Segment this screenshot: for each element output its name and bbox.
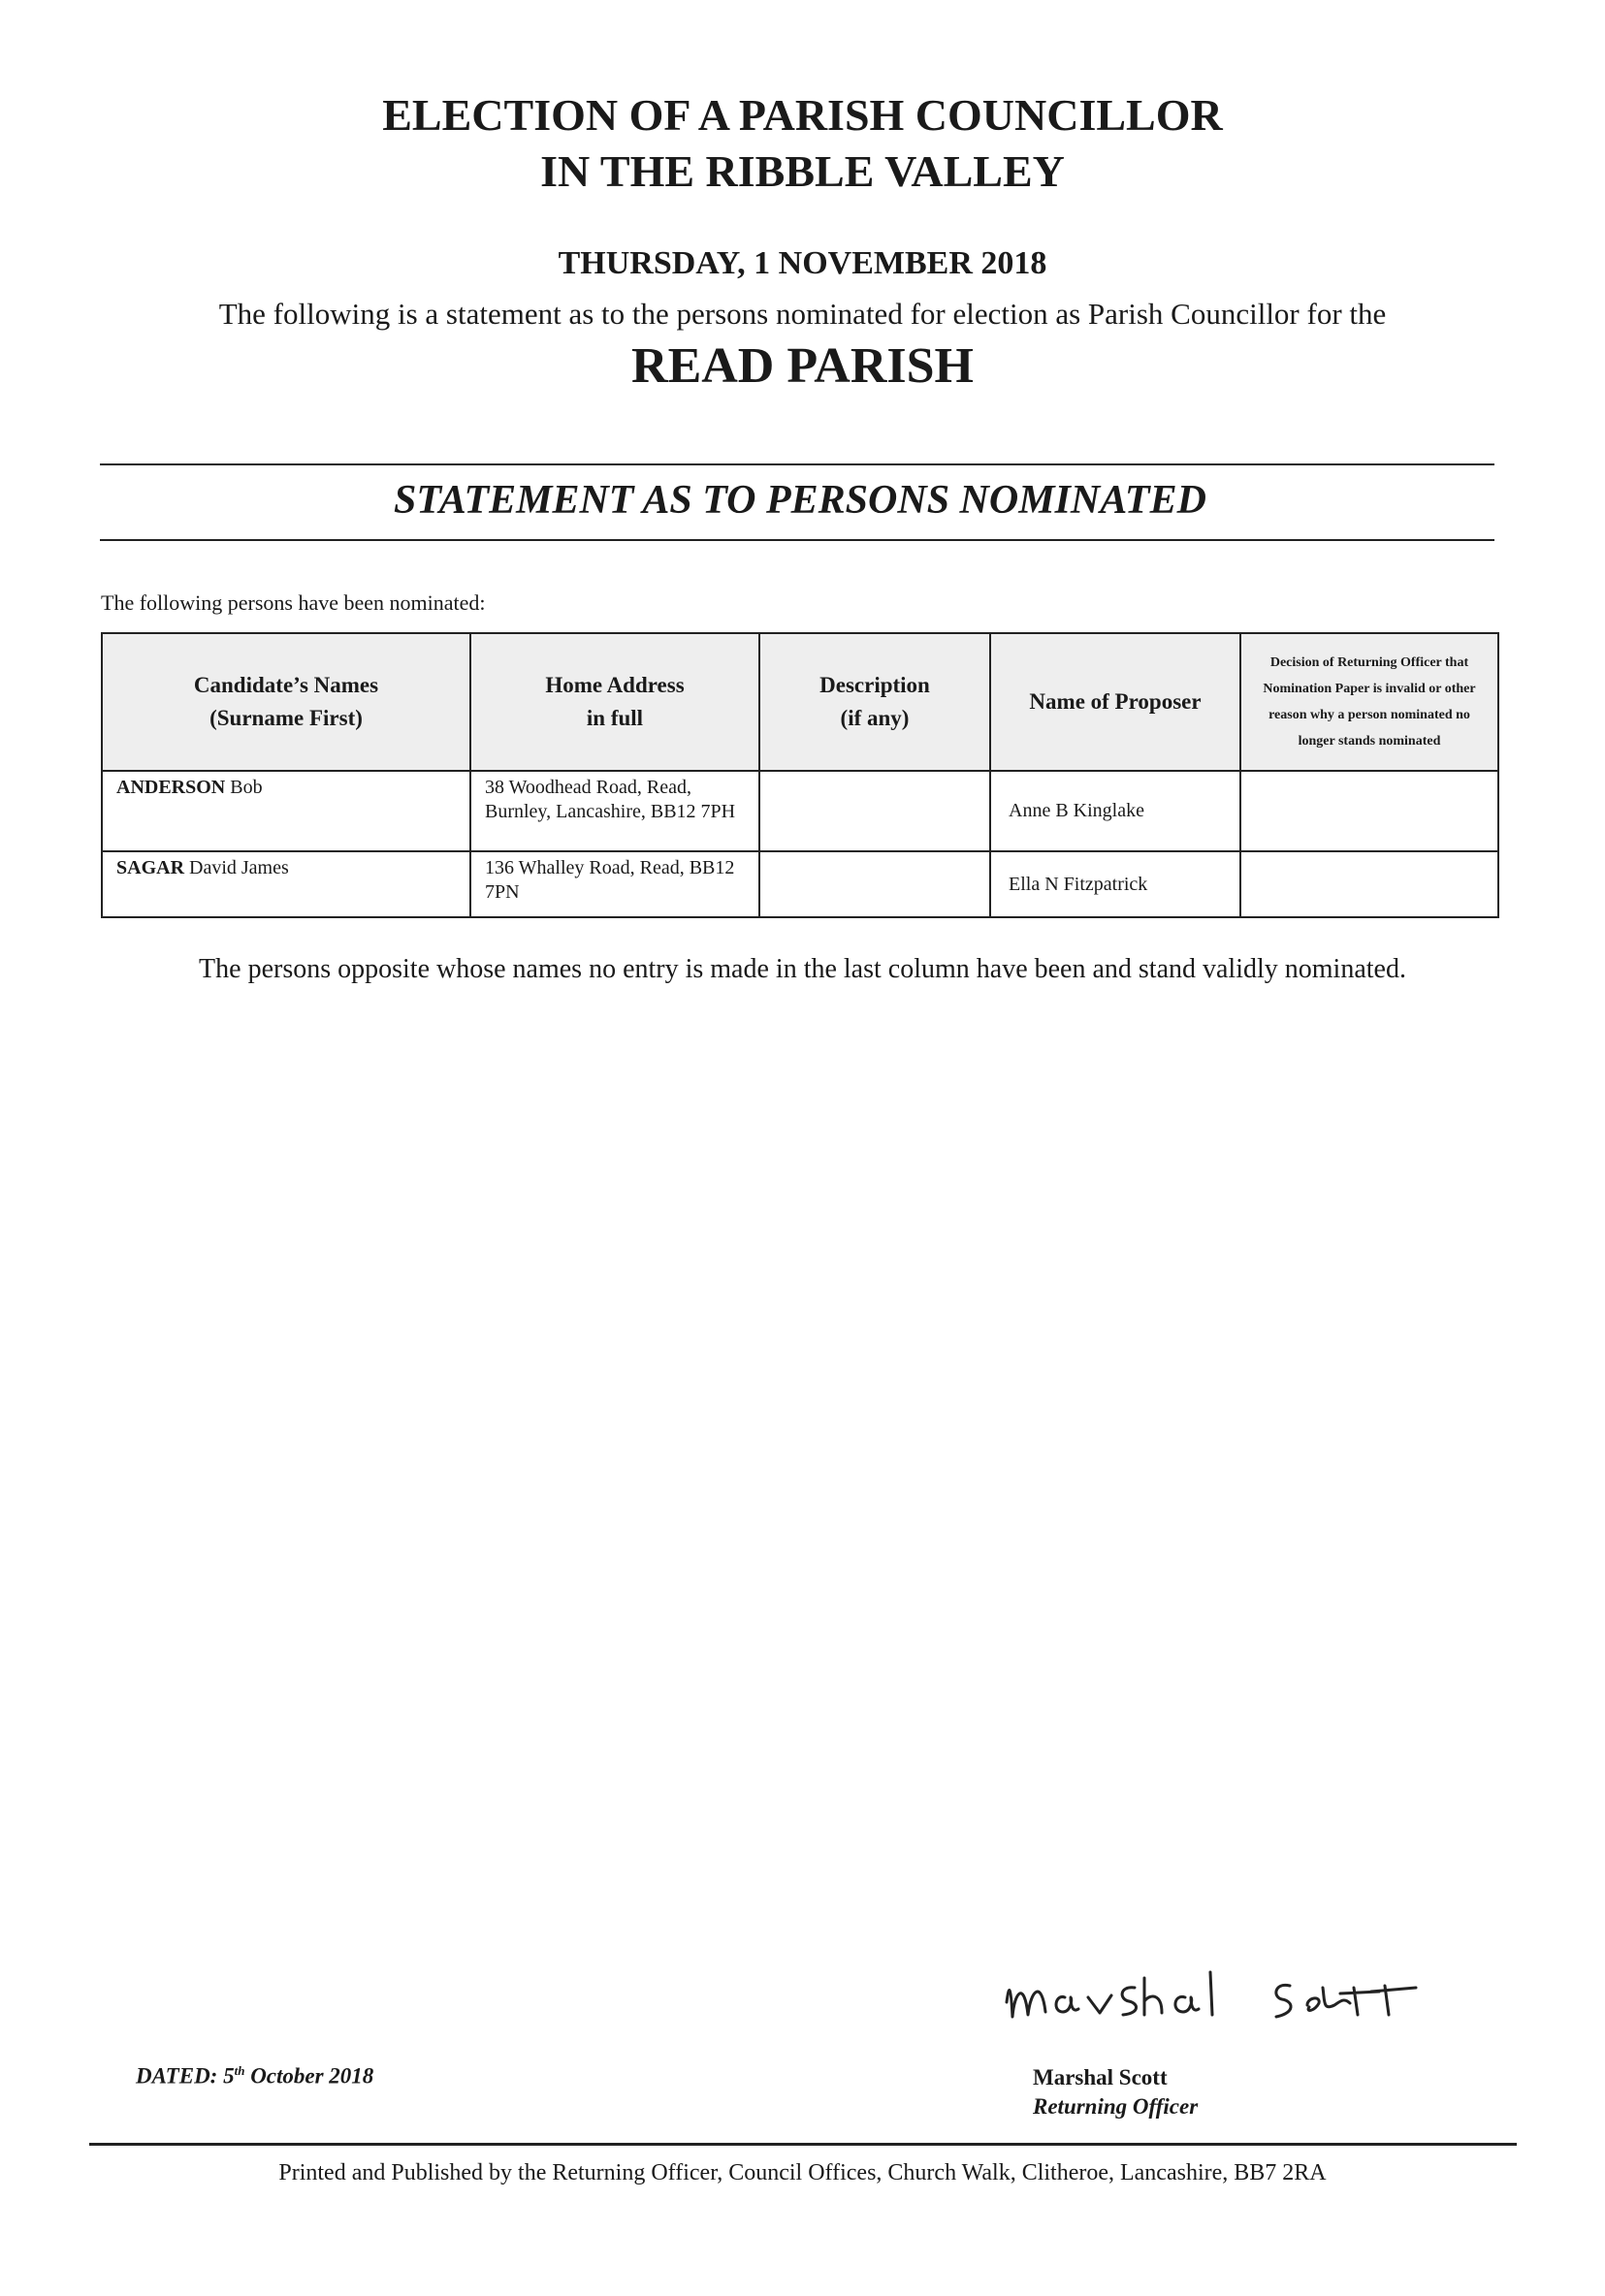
header-candidate-line2: (Surname First) [209, 706, 363, 730]
nominations-table [101, 632, 1499, 918]
parish-name: READ PARISH [631, 338, 974, 394]
header-address-line2: in full [586, 706, 644, 730]
col-header-candidate [102, 633, 470, 771]
candidate-forenames: Bob [230, 777, 263, 798]
col-header-decision [1240, 633, 1498, 771]
statement-heading: STATEMENT AS TO PERSONS NOMINATED [394, 478, 1206, 523]
dated-ordinal: th [234, 2063, 245, 2078]
officer-role: Returning Officer [1033, 2094, 1199, 2119]
header-description-line2: (if any) [840, 706, 910, 730]
proposer-cell: Anne B Kinglake [990, 771, 1240, 851]
candidate-forenames: David James [189, 857, 289, 878]
candidate-name-cell [102, 851, 470, 917]
bottom-divider [100, 539, 1494, 541]
candidate-name-cell [102, 771, 470, 851]
header-description-line1: Description [819, 673, 930, 697]
election-date: THURSDAY, 1 NOVEMBER 2018 [558, 245, 1047, 281]
election-title-line2: IN THE RIBBLE VALLEY [540, 146, 1065, 196]
dated-line [136, 2063, 373, 2089]
col-header-address [470, 633, 759, 771]
header-address-line1: Home Address [545, 673, 685, 697]
candidate-surname: SAGAR [116, 857, 185, 878]
top-divider [100, 463, 1494, 465]
address-cell: 136 Whalley Road, Read, BB12 7PN [470, 851, 759, 917]
proposer-cell: Ella N Fitzpatrick [990, 851, 1240, 917]
footer-divider [89, 2143, 1517, 2146]
nominated-lead-text: The following persons have been nominated: [101, 590, 486, 615]
table-row [102, 851, 1498, 917]
address-cell: 38 Woodhead Road, Read, Burnley, Lancashire, BB12 7PH [470, 771, 759, 851]
handwritten-signature [999, 1959, 1455, 2036]
footer-imprint: Printed and Published by the Returning Officer, Council Offices, Church Walk, Clitheroe, Lancashire, BB7 2RA [278, 2160, 1327, 2185]
dated-month-year: October 2018 [244, 2063, 374, 2089]
description-cell [759, 771, 990, 851]
header-candidate-line1: Candidate’s Names [193, 673, 379, 697]
officer-name: Marshal Scott [1033, 2065, 1168, 2089]
validity-note: The persons opposite whose names no entry is made in the last column have been and stand validly nominated. [199, 954, 1406, 984]
candidate-surname: ANDERSON [116, 777, 226, 798]
intro-text: The following is a statement as to the persons nominated for election as Parish Councillor for the [218, 297, 1387, 331]
table-row [102, 771, 1498, 851]
col-header-proposer [990, 633, 1240, 771]
dated-prefix: DATED: 5 [136, 2063, 235, 2089]
description-cell [759, 851, 990, 917]
col-header-description [759, 633, 990, 771]
election-title-line1: ELECTION OF A PARISH COUNCILLOR [382, 90, 1223, 140]
header-proposer-line1: Name of Proposer [1029, 689, 1202, 714]
table-header-row [102, 633, 1498, 771]
decision-cell [1240, 771, 1498, 851]
header-decision-text: Decision of Returning Officer that Nomination Paper is invalid or other reason why a person nominated no longer stands nominated [1263, 655, 1476, 749]
decision-cell [1240, 851, 1498, 917]
returning-officer-block [1033, 2063, 1198, 2121]
